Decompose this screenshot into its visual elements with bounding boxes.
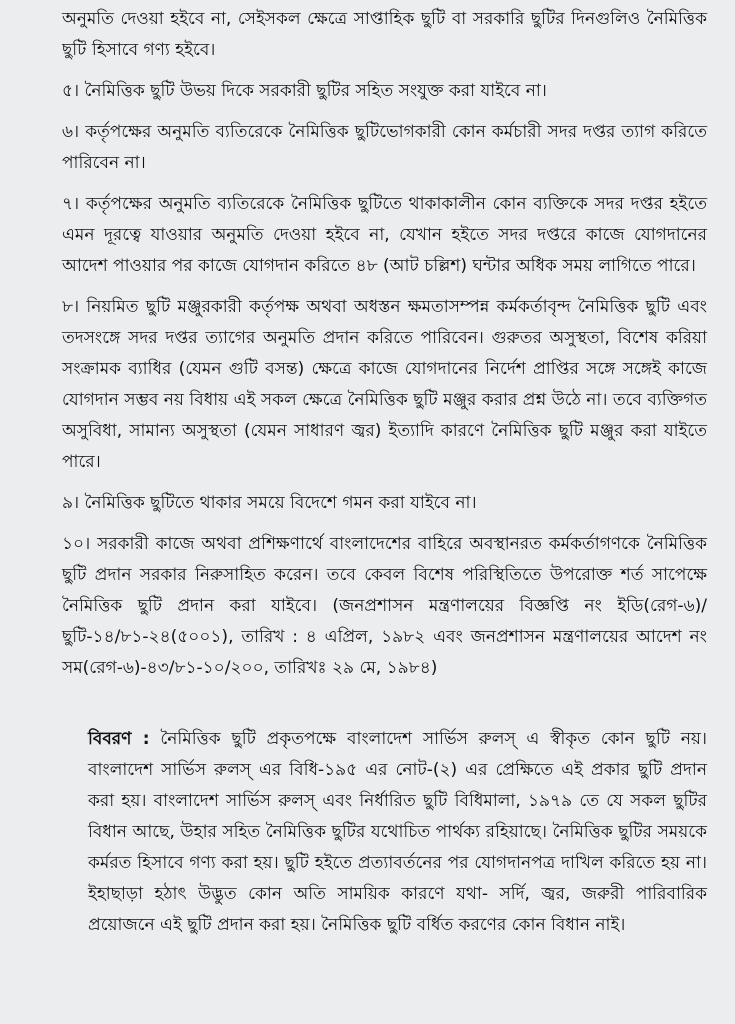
rule-9: ৯। নৈমিত্তিক ছুটিতে থাকার সময়ে বিদেশে গমন করা যাইবে না। <box>62 493 477 513</box>
explanation-note <box>88 724 707 941</box>
explanation-label: বিবরণ : <box>88 729 150 749</box>
paragraph-continuation: অনুমতি দেওয়া হইবে না, সেইসকল ক্ষেত্রে সাপ্তাহিক ছুটি বা সরকারি ছুটির দিনগুলিও নৈমিত্তিক ছুটি হিসাবে গণ্য হইবে। <box>62 9 707 60</box>
rule-7: ৭। কর্তৃপক্ষের অনুমতি ব্যতিরেকে নৈমিত্তিক ছুটিতে থাকাকালীন কোন ব্যক্তিকে সদর দপ্তর হইতে এমন দূরত্বে যাওয়ার অনুমতি দেওয়া হইবে না, যেখান হইতে সদর দপ্তরে কাজে যোগদানের আদেশ পাওয়ার পর কাজে যোগদান করিতে ৪৮ (আট চল্লিশ) ঘন্টার অধিক সময় লাগিতে পারে। <box>62 194 707 276</box>
rule-10: ১০। সরকারী কাজে অথবা প্রশিক্ষণার্থে বাংলাদেশের বাহিরে অবস্থানরত কর্মকর্তাগণকে নৈমিত্তিক ছুটি প্রদান সরকার নিরুসাহিত করেন। তবে কেবল বিশেষ পরিস্থিতিতে উপরোক্ত শর্ত সাপেক্ষে নৈমিত্তিক ছুটি প্রদান করা যাইবে। (জনপ্রশাসন মন্ত্রণালয়ের বিজ্ঞপ্তি নং ইডি(রেগ-৬)/ছুটি-১৪/৮১-২৪(৫০০১), তারিখ : ৪ এপ্রিল, ১৯৮২ এবং জনপ্রশাসন মন্ত্রণালয়ের আদেশ নং সম(রেগ-৬)-৪৩/৮১-১০/২০০, তারিখঃ ২৯ মে, ১৯৮৪) <box>62 534 707 678</box>
explanation-text: নৈমিত্তিক ছুটি প্রকৃতপক্ষে বাংলাদেশ সার্ভিস রুলস্ এ স্বীকৃত কোন ছুটি নয়। বাংলাদেশ সার্ভিস রুলস্ এর বিধি-১৯৫ এর নোট-(২) এর প্রেক্ষিতে এই প্রকার ছুটি প্রদান করা হয়। বাংলাদেশ সার্ভিস রুলস্ এবং নির্ধারিত ছুটি বিধিমালা, ১৯৭৯ তে যে সকল ছুটির বিধান আছে, উহার সহিত নৈমিত্তিক ছুটির যথোচিত পার্থক্য রহিয়াছে। নৈমিত্তিক ছুটির সময়কে কর্মরত হিসাবে গণ্য করা হয়। ছুটি হইতে প্রত্যাবর্তনের পর যোগদানপত্র দাখিল করিতে হয় না। ইহাছাড়া হঠাৎ উদ্ভুত কোন অতি সাময়িক কারণে যথা- সর্দি, জ্বর, জরুরী পারিবারিক প্রয়োজনে এই ছুটি প্রদান করা হয়। নৈমিত্তিক ছুটি বর্ধিত করণের কোন বিধান নাই। <box>88 729 708 935</box>
rule-8: ৮। নিয়মিত ছুটি মঞ্জুরকারী কর্তৃপক্ষ অথবা অধস্তন ক্ষমতাসম্পন্ন কর্মকর্তাবৃন্দ নৈমিত্তিক ছুটি এবং তদসংঙ্গে সদর দপ্তর ত্যাগের অনুমতি প্রদান করিতে পারিবেন। গুরুতর অসুস্থতা, বিশেষ করিয়া সংক্রামক ব্যাধির (যেমন গুটি বসন্ত) ক্ষেত্রে কাজে যোগদানের নির্দেশ প্রাপ্তির সঙ্গে সঙ্গেই কাজে যোগদান সম্ভব নয় বিধায় এই সকল ক্ষেত্রে নৈমিত্তিক ছুটি মঞ্জুর করার প্রশ্ন উঠে না। তবে ব্যক্তিগত অসুবিধা, সামান্য অসুস্থতা (যেমন সাধারণ জ্বর) ইত্যাদি কারণে নৈমিত্তিক ছুটি মঞ্জুর করা যাইতে পারে। <box>62 297 707 472</box>
rule-6: ৬। কর্তৃপক্ষের অনুমতি ব্যতিরেকে নৈমিত্তিক ছুটিভোগকারী কোন কর্মচারী সদর দপ্তর ত্যাগ করিতে পারিবেন না। <box>62 122 707 173</box>
rule-5: ৫। নৈমিত্তিক ছুটি উভয় দিকে সরকারী ছুটির সহিত সংযুক্ত করা যাইবে না। <box>62 81 547 101</box>
